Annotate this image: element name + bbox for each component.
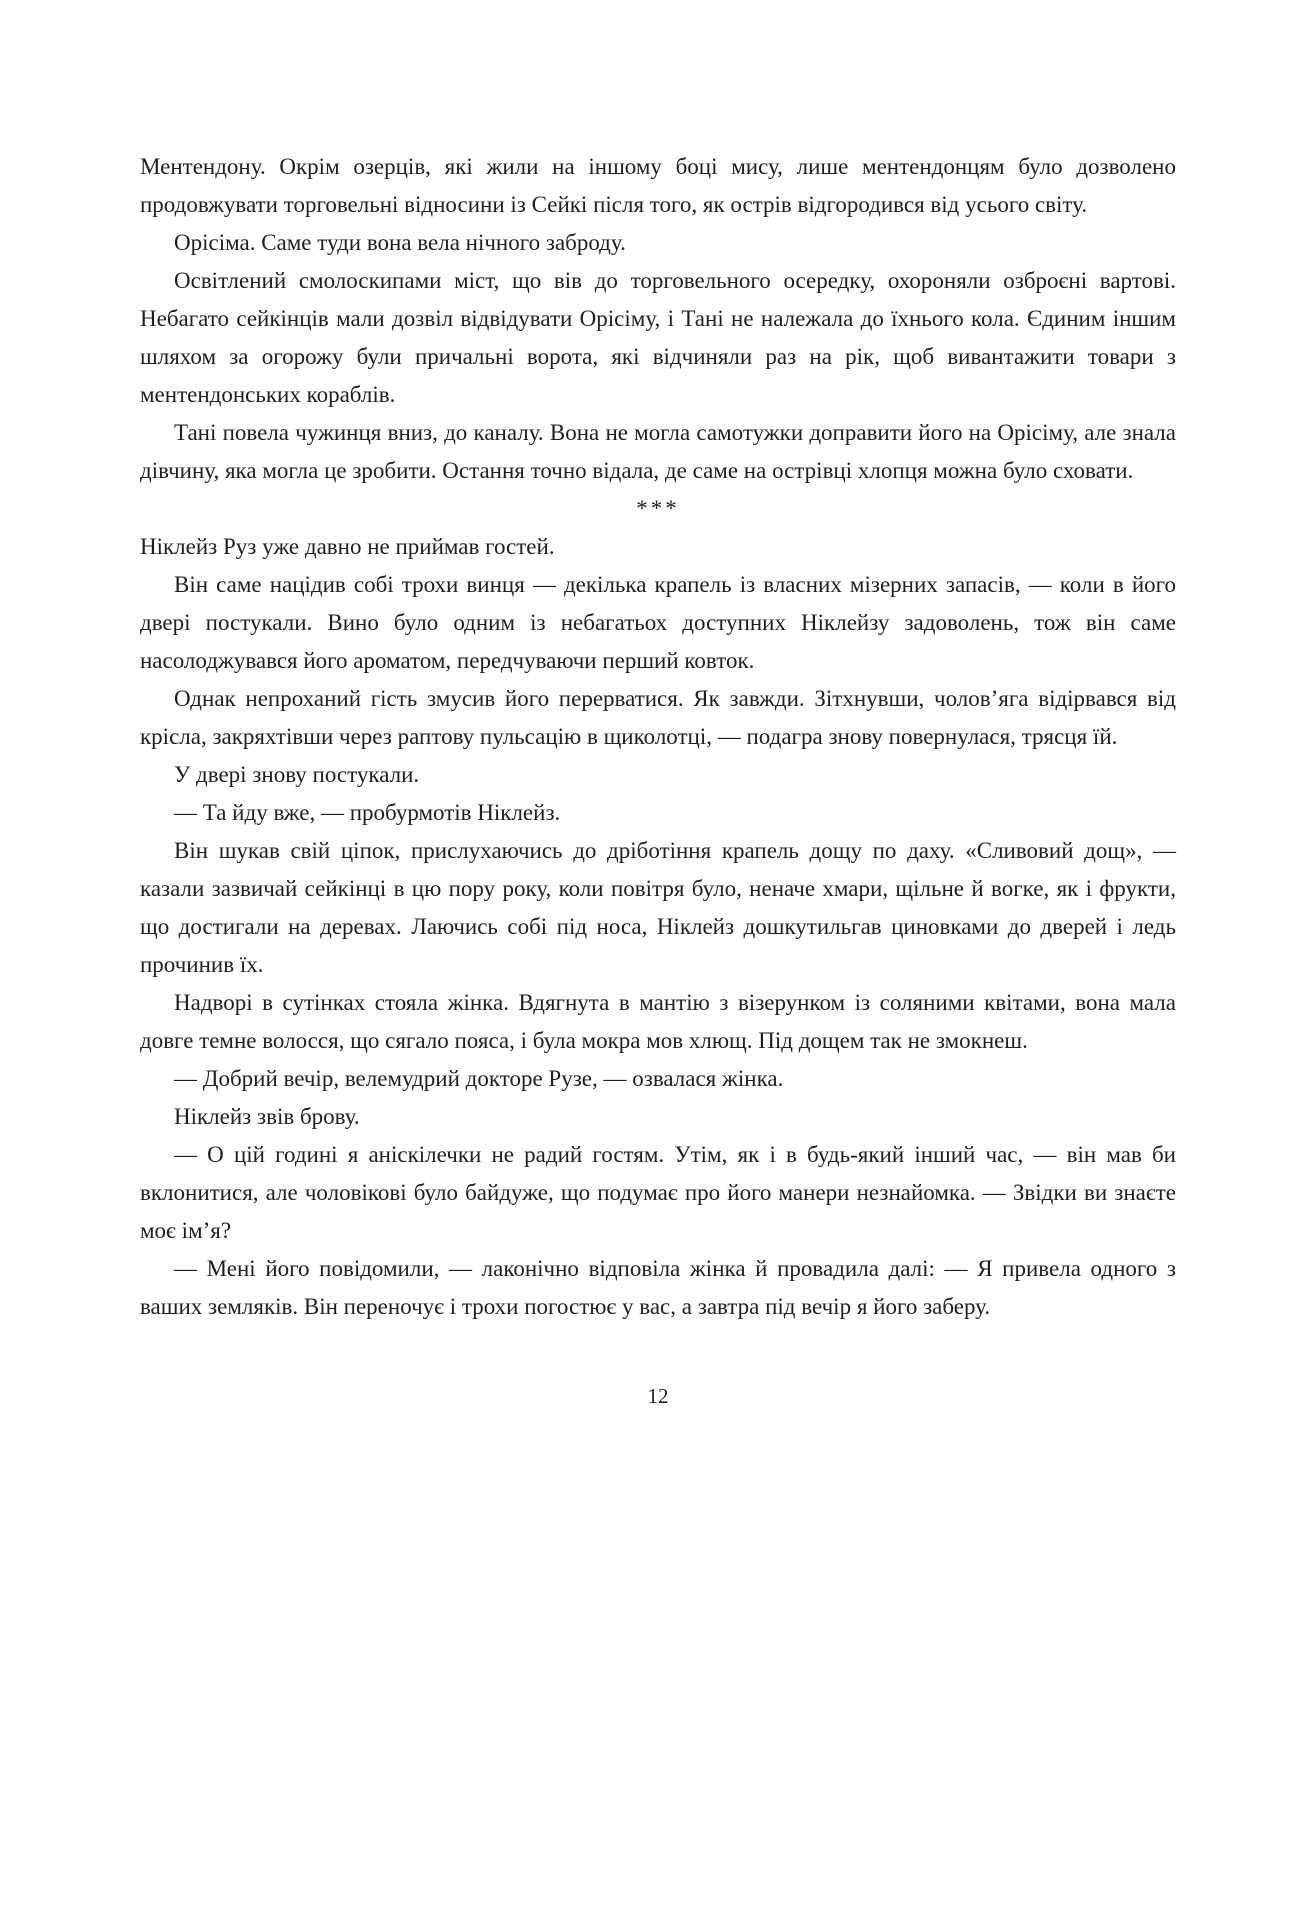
paragraph: — Добрий вечір, велемудрий докторе Рузе, — озвалася жінка. [174,1066,784,1091]
paragraph: У двері знову постукали. [174,762,420,787]
page-number: 12 [647,1384,669,1408]
paragraph: Він саме націдив собі трохи винця — декілька крапель із власних мізерних запасів, — коли в його двері постукали. Вино було одним із небагатьох доступних Ніклейзу задоволень, тож він саме насолоджувався його ароматом, передчуваючи перший ковток. [140,572,1176,673]
paragraph: Однак непроханий гість змусив його перерватися. Як завжди. Зітхнувши, чолов’яга відірвався від крісла, закряхтівши через раптову пульсацію в щиколотці, — подагра знову повернулася, трясця їй. [140,686,1176,749]
paragraph: Він шукав свій ціпок, прислухаючись до дріботіння крапель дощу по даху. «Сливовий дощ», — казали зазвичай сейкінці в цю пору року, коли повітря було, неначе хмари, щільне й вогке, як і фрукти, що достигали на деревах. Лаючись собі під носа, Ніклейз дошкутильгав циновками до дверей і ледь прочинив їх. [140,838,1176,977]
paragraph: Тані повела чужинця вниз, до каналу. Вона не могла самотужки доправити його на Орісіму, але знала дівчину, яка могла це зробити. Остання точно відала, де саме на острівці хлопця можна було сховати. [140,420,1176,483]
paragraph: — О цій годині я аніскілечки не радий гостям. Утім, як і в будь-який інший час, — він мав би вклонитися, але чоловікові було байдуже, що подумає про його манери незнайомка. — Звідки ви знаєте моє ім’я? [140,1142,1176,1243]
paragraph: Ментендону. Окрім озерців, які жили на іншому боці мису, лише ментендонцям було дозволено продовжувати торговельні відносини із Сейкі після того, як острів відгородився від усього світу. [140,154,1176,217]
paragraph: — Мені його повідомили, — лаконічно відповіла жінка й провадила далі: — Я привела одного з ваших земляків. Він переночує і трохи погостює у вас, а завтра під вечір я його заберу. [140,1256,1176,1319]
paragraph: Надворі в сутінках стояла жінка. Вдягнута в мантію з візерунком із соляними квітами, вона мала довге темне волосся, що сягало пояса, і була мокра мов хлющ. Під дощем так не змокнеш. [140,990,1176,1053]
paragraph: Ніклейз Руз уже давно не приймав гостей. [140,534,555,559]
page-paragraphs [140,148,1176,1326]
paragraph: Освітлений смолоскипами міст, що вів до торговельного осередку, охороняли озброєні вартові. Небагато сейкінців мали дозвіл відвідувати Орісіму, і Тані не належала до їхнього кола. Єдиним іншим шляхом за огорожу були причальні ворота, які відчиняли раз на рік, щоб вивантажити товари з ментендонських кораблів. [140,268,1176,407]
paragraph: Орісіма. Саме туди вона вела нічного заброду. [174,230,626,255]
section-separator: *** [636,496,680,521]
paragraph: — Та йду вже, — пробурмотів Ніклейз. [174,800,561,825]
paragraph: Ніклейз звів брову. [174,1104,360,1129]
